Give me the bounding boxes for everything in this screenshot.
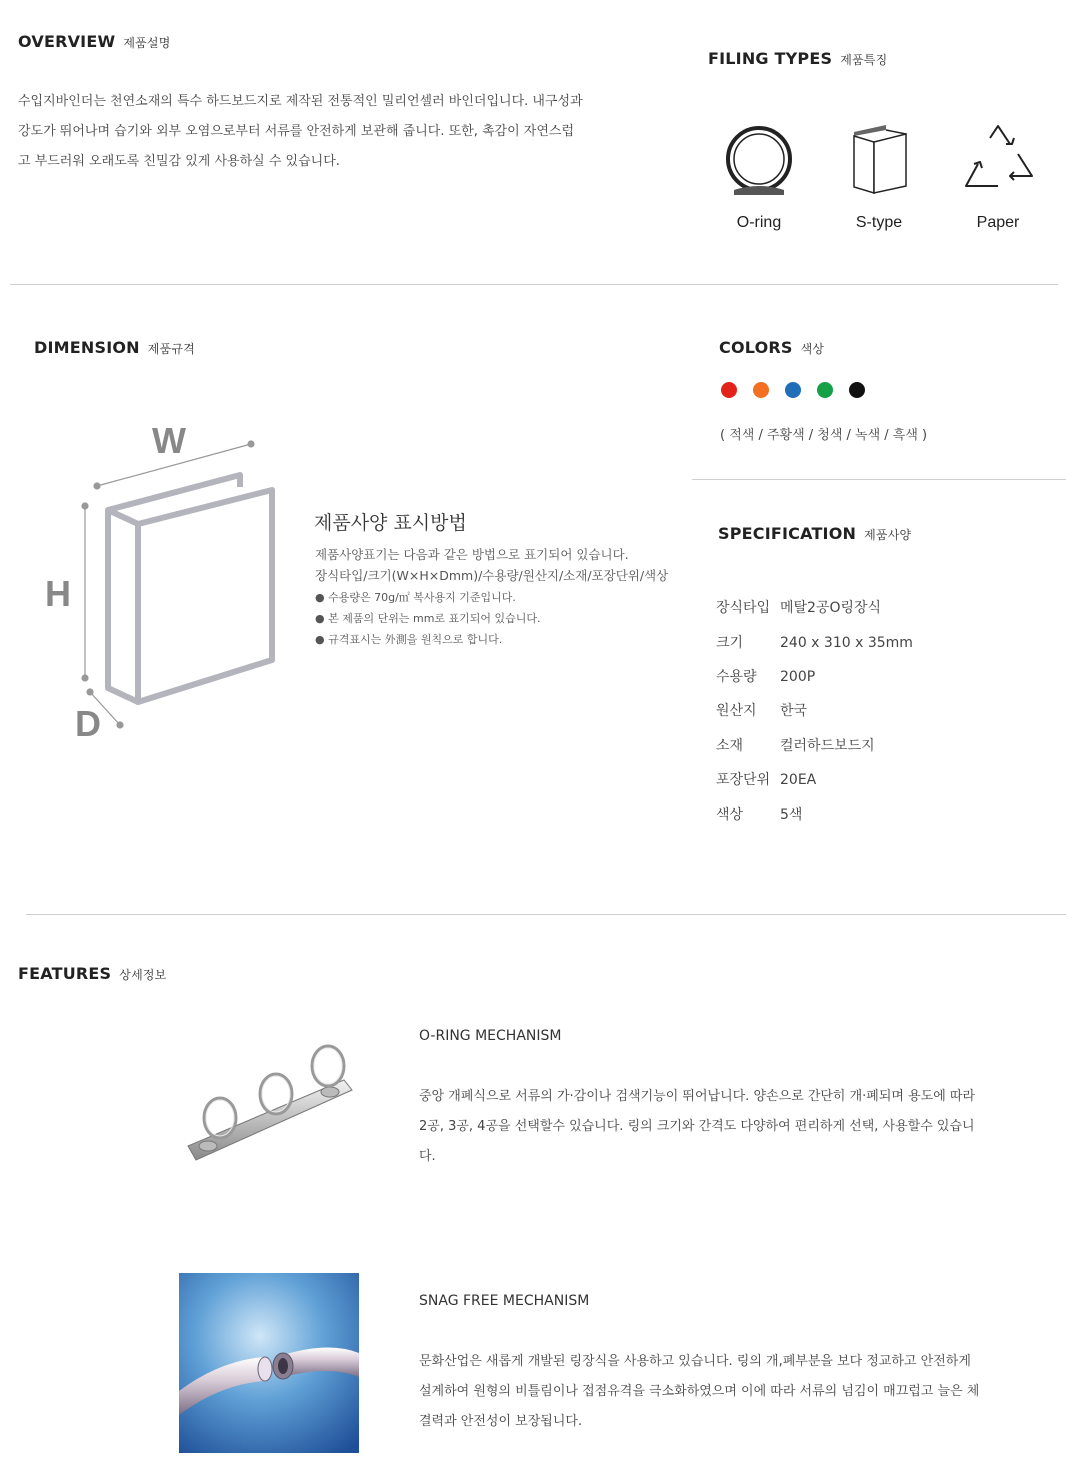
snag-free-mechanism-text: 문화산업은 새롭게 개발된 링장식을 사용하고 있습니다. 링의 개,폐부분을 보다 정교하고 안전하게 설계하여 원형의 비틀림이나 접점유격을 극소화하였으며 이에 따라 서류의 넘김이 매끄럽고 늘은 체 결력과 안전성이 보장됩니다. [419, 1354, 980, 1429]
divider-colors [692, 479, 1066, 480]
spec-row-size: 크기 240 x 310 x 35mm [716, 635, 913, 651]
s-type-binder-icon [848, 122, 910, 200]
specification-title: SPECIFICATION 제품사양 [718, 524, 912, 543]
dimension-notes: ● 수용량은 70g/㎡ 복사용지 기준입니다. ● 본 제품의 단위는 mm로 표기되어 있습니다. ● 규격표시는 外測을 원칙으로 합니다. [315, 591, 541, 646]
snag-free-mechanism-title: SNAG FREE MECHANISM [419, 1293, 590, 1309]
o-ring-label: O-ring [736, 214, 782, 231]
o-ring-icon [722, 124, 796, 202]
spec-row-color: 색상 5색 [716, 807, 803, 823]
swatch-red[interactable] [721, 382, 737, 398]
snag-free-mechanism-image [179, 1273, 359, 1453]
spec-row-package: 포장단위 20EA [716, 772, 817, 788]
filing-types-title: FILING TYPES 제품특징 [708, 49, 888, 68]
colors-title: COLORS 색상 [719, 338, 825, 357]
s-type-label: S-type [855, 214, 903, 231]
overview-title: OVERVIEW 제품설명 [18, 32, 171, 51]
swatch-green[interactable] [817, 382, 833, 398]
spec-row-material: 소재 컬러하드보드지 [716, 738, 875, 754]
colors-caption: ( 적색 / 주황색 / 청색 / 녹색 / 흑색 ) [720, 428, 928, 443]
o-ring-mechanism-image [180, 1036, 360, 1172]
features-title: FEATURES 상세정보 [18, 964, 167, 983]
width-label: W [152, 420, 186, 461]
divider-1 [10, 284, 1058, 285]
spec-row-capacity: 수용량 200P [716, 669, 816, 685]
height-label: H [45, 573, 71, 614]
swatch-blue[interactable] [785, 382, 801, 398]
recycle-icon [960, 120, 1036, 200]
paper-label: Paper [976, 214, 1020, 231]
swatch-black[interactable] [849, 382, 865, 398]
dimension-heading: 제품사양 표시방법 [314, 512, 467, 534]
overview-text: 수입지바인더는 천연소재의 특수 하드보드지로 제작된 전통적인 밀리언셀러 바인더입니다. 내구성과 강도가 뛰어나며 습기와 외부 오염으로부터 서류를 안전하게 보관해 줍니다. 또한, 촉감이 자연스럽 고 부드러워 오래도록 친밀감 있게 사용하실 수 있습니다. [18, 94, 583, 169]
depth-label: D [75, 703, 101, 744]
swatch-orange[interactable] [753, 382, 769, 398]
dimension-title: DIMENSION 제품규격 [34, 338, 195, 357]
color-swatches [721, 382, 881, 402]
spec-row-origin: 원산지 한국 [716, 703, 808, 719]
o-ring-mechanism-text: 중앙 개폐식으로 서류의 가·감이나 검색기능이 뛰어납니다. 양손으로 간단히 개·폐되며 용도에 따라 2공, 3공, 4공을 선택할수 있습니다. 링의 크기와 간격도 다양하여 편리하게 선택, 사용할수 있습니 다. [419, 1089, 976, 1164]
spec-row-type: 장식타입 메탈2공O링장식 [716, 600, 882, 616]
divider-2 [26, 914, 1066, 915]
dimension-lines: 제품사양표기는 다음과 같은 방법으로 표기되어 있습니다. 장식타입/크기(W×H×Dmm)/수용량/원산지/소재/포장단위/색상 [315, 547, 669, 583]
o-ring-mechanism-title: O-RING MECHANISM [419, 1028, 562, 1044]
